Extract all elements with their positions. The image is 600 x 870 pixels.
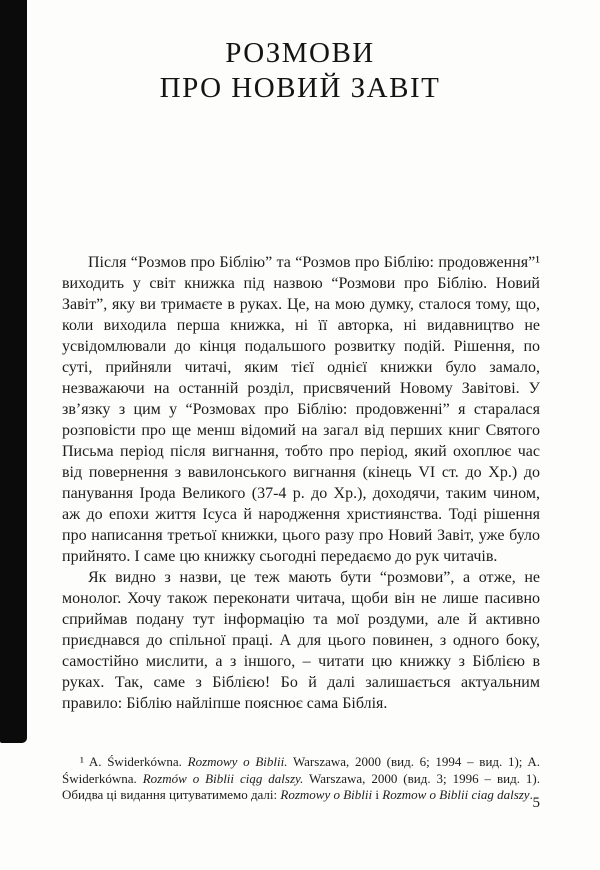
page-number: 5 [532,795,540,811]
footnote-text: ¹ A. Świderkówna. Rozmowy o Biblii. Warszawa, 2000 (вид. 6; 1994 – вид. 1); A. Świderkówna. Rozmów o Biblii ciąg dalszy. Warszawa, 2000 (вид. 3; 1996 – вид. 1). Обидва ці видання цитуватимемо далі: Rozmowy o Biblii і Rozmow o Biblii ciag dalszy. [62,754,541,802]
scan-gutter-shadow [0,0,27,743]
body-text [62,252,540,714]
chapter-title-line1: РОЗМОВИ [225,37,375,69]
paragraph: Після “Розмов про Біблію” та “Розмов про Біблію: продовження”¹ виходить у світ книжка під назвою “Розмови про Біблію. Новий Завіт”, яку ви тримаєте в руках. Це, на мою думку, сталося тому, що, коли виходила перша книжка, ні її авторка, ні видавництво не усвідомлювали до кінця подальшого розвитку подій. Рішення, по суті, прийняли читачі, яким тієї однієї книжки було замало, незважаючи на останній розділ, присвячений Новому Завітові. У зв’язку з цим у “Розмовах про Біблію: продовженні” я старалася розповісти про ще менш відомий на загал від перших книг Святого Письма період після вигнання, тобто про період, який охоплює час від повернення з вавилонського вигнання (кінець VI ст. до Хр.) до панування Ірода Великого (37-4 р. до Хр.), доходячи, таким чином, аж до епохи життя Ісуса й народження християнства. Тоді рішення про написання третьої книжки, цього разу про Новий Завіт, уже було прийнято. І саме цю книжку сьогодні передаємо до рук читачів. [62,254,540,565]
paragraph: Як видно з назви, це теж мають бути “розмови”, а отже, не монолог. Хочу також переконати читача, щоби він не лише пасивно сприймав подану тут інформацію та мої роздуми, але й активно приєднався до спільної праці. А для цього повинен, з одного боку, самостійно мислити, а з іншого, – читати цю книжку з Біблією в руках. Так, саме з Біблією! Бо й далі залишається актуальним правило: Біблію найліпше пояснює сама Біблія. [62,569,540,712]
chapter-title-line2: ПРО НОВИЙ ЗАВІТ [159,72,441,105]
chapter-title [60,36,540,107]
